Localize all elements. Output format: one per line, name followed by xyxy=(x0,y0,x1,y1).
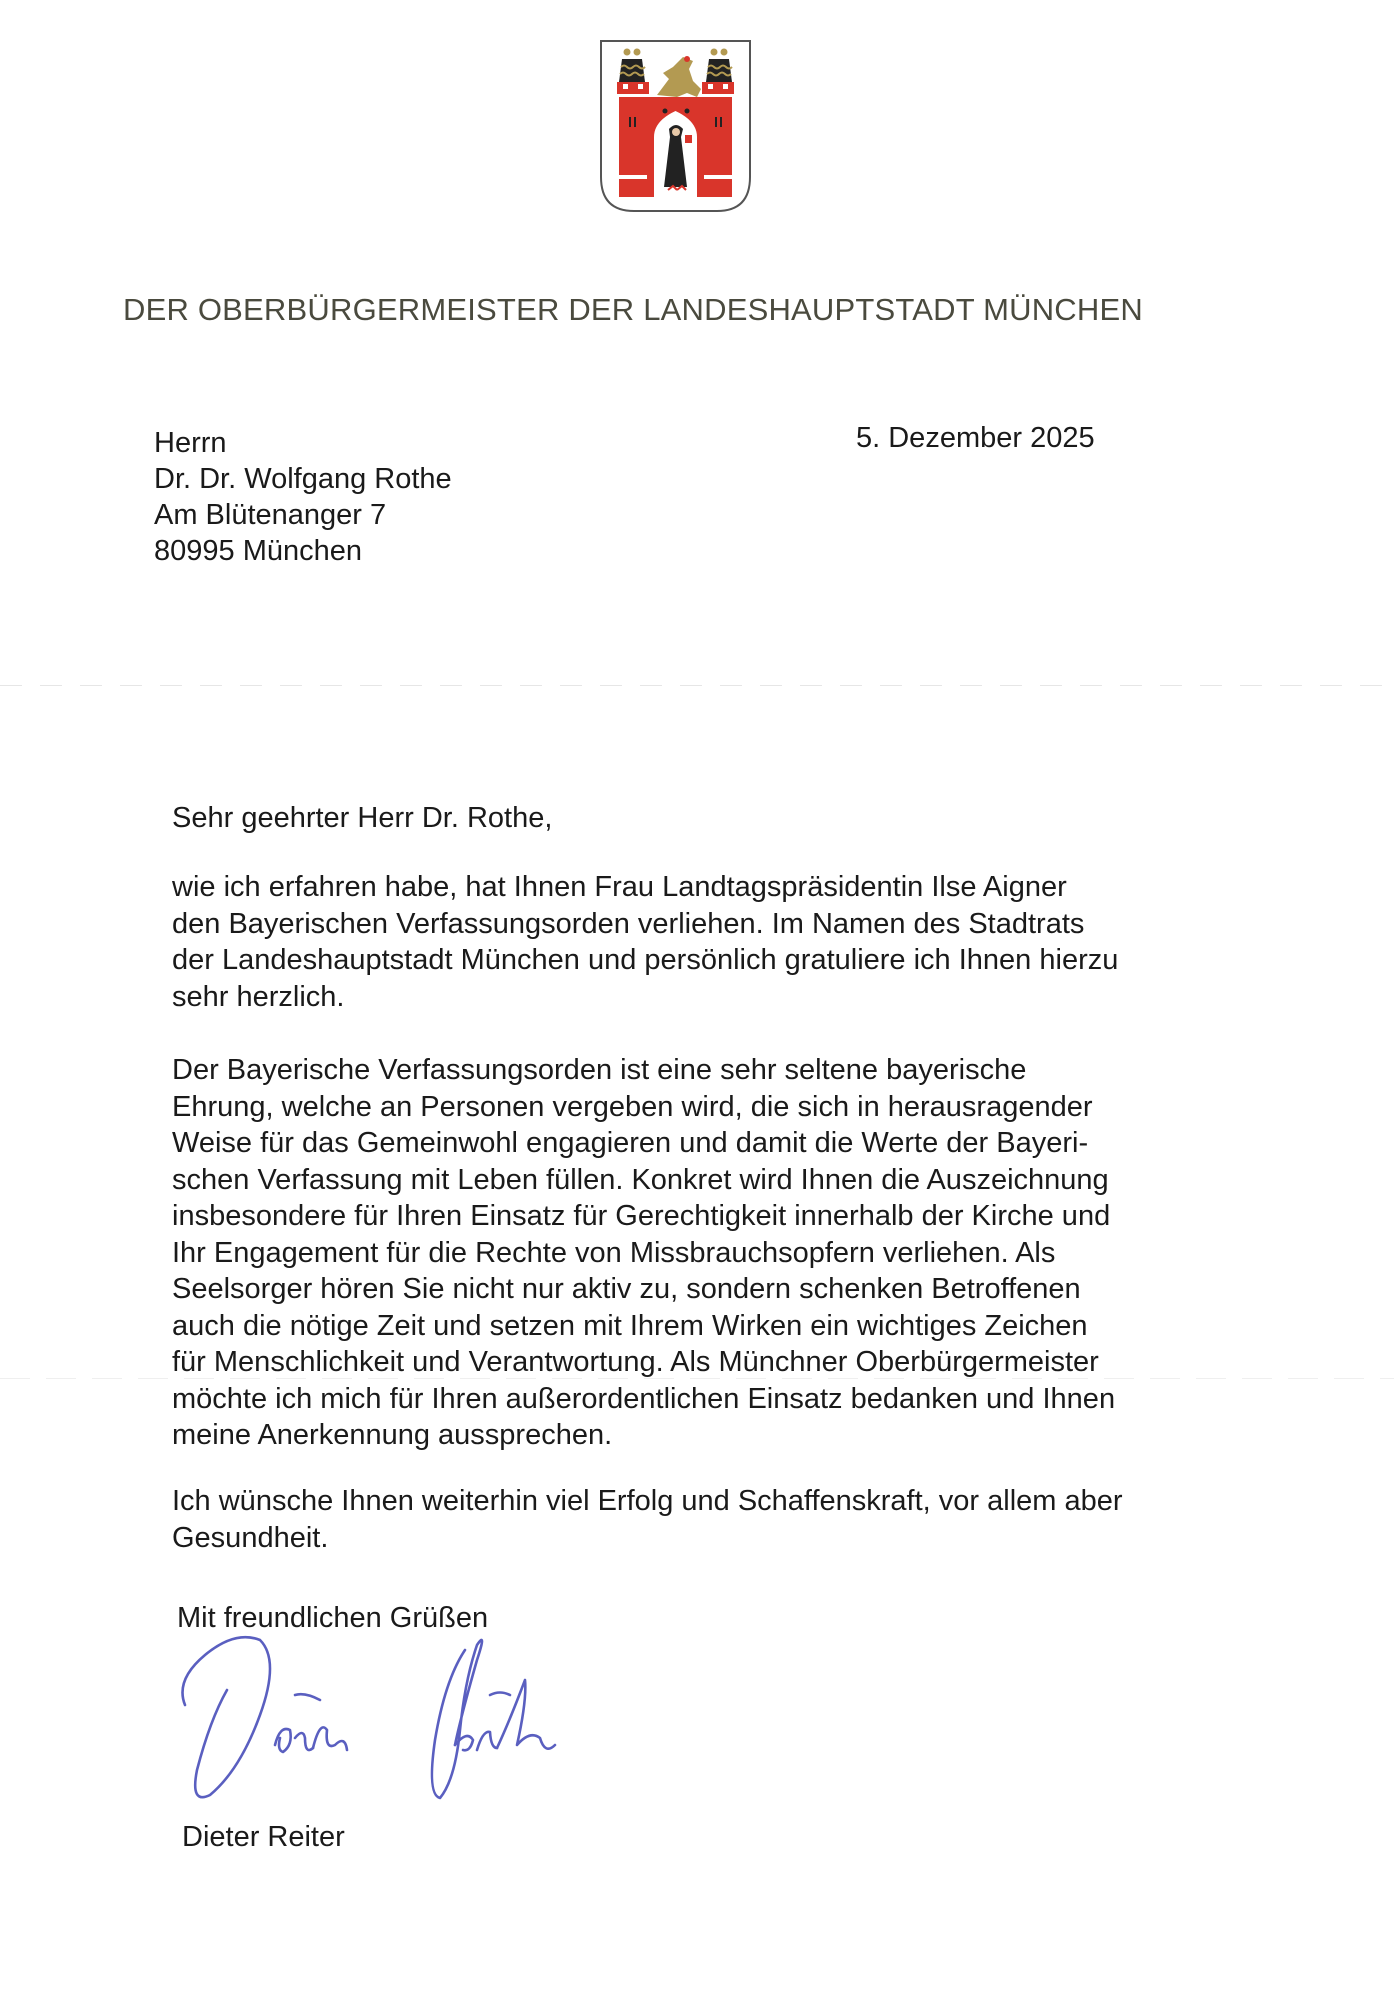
recipient-address xyxy=(154,425,452,569)
recipient-salutation: Herrn xyxy=(154,427,227,459)
text-line: sehr herzlich. xyxy=(172,980,345,1013)
text-line: Seelsorger hören Sie nicht nur aktiv zu, sondern schenken Betroffenen xyxy=(172,1273,1081,1305)
paragraph-1 xyxy=(172,869,1232,1015)
text-line: Ehrung, welche an Personen vergeben wird, die sich in herausragender xyxy=(172,1090,1093,1123)
text-line: Der Bayerische Verfassungsorden ist eine sehr seltene bayerische xyxy=(172,1054,1027,1086)
handwritten-signature-icon xyxy=(165,1620,635,1815)
text-line: schen Verfassung mit Leben füllen. Konkret wird Ihnen die Auszeichnung xyxy=(172,1163,1109,1196)
text-line: Ich wünsche Ihnen weiterhin viel Erfolg und Schaffenskraft, vor allem aber xyxy=(172,1485,1123,1517)
recipient-city: 80995 München xyxy=(154,535,362,567)
text-line: Ihr Engagement für die Rechte von Missbrauchsopfern verliehen. Als xyxy=(172,1236,1056,1269)
text-line: den Bayerischen Verfassungsorden verliehen. Im Namen des Stadtrats xyxy=(172,907,1085,940)
letter-date: 5. Dezember 2025 xyxy=(856,422,1095,454)
munich-coat-of-arms-icon xyxy=(597,37,754,215)
letter-closing: Mit freundlichen Grüßen xyxy=(177,1602,489,1634)
text-line: meine Anerkennung aussprechen. xyxy=(172,1419,613,1451)
paragraph-3 xyxy=(172,1483,1232,1556)
text-line: möchte ich mich für Ihren außerordentlichen Einsatz bedanken und Ihnen xyxy=(172,1382,1116,1415)
text-line: der Landeshauptstadt München und persönlich gratuliere ich Ihnen hierzu xyxy=(172,944,1119,976)
paragraph-2 xyxy=(172,1052,1232,1454)
recipient-name: Dr. Dr. Wolfgang Rothe xyxy=(154,463,452,495)
recipient-street: Am Blütenanger 7 xyxy=(154,499,387,531)
text-line: für Menschlichkeit und Verantwortung. Als Münchner Oberbürgermeister xyxy=(172,1346,1099,1378)
signer-name: Dieter Reiter xyxy=(182,1821,345,1853)
text-line: auch die nötige Zeit und setzen mit Ihrem Wirken ein wichtiges Zeichen xyxy=(172,1309,1088,1342)
paper-fold-line xyxy=(0,685,1394,686)
text-line: insbesondere für Ihren Einsatz für Gerechtigkeit innerhalb der Kirche und xyxy=(172,1200,1111,1232)
text-line: Gesundheit. xyxy=(172,1521,329,1554)
letter-salutation: Sehr geehrter Herr Dr. Rothe, xyxy=(172,802,553,834)
letterhead-heading: DER OBERBÜRGERMEISTER DER LANDESHAUPTSTADT MÜNCHEN xyxy=(123,292,1143,327)
text-line: Weise für das Gemeinwohl engagieren und damit die Werte der Bayeri- xyxy=(172,1127,1089,1159)
text-line: wie ich erfahren habe, hat Ihnen Frau Landtagspräsidentin Ilse Aigner xyxy=(172,871,1067,903)
